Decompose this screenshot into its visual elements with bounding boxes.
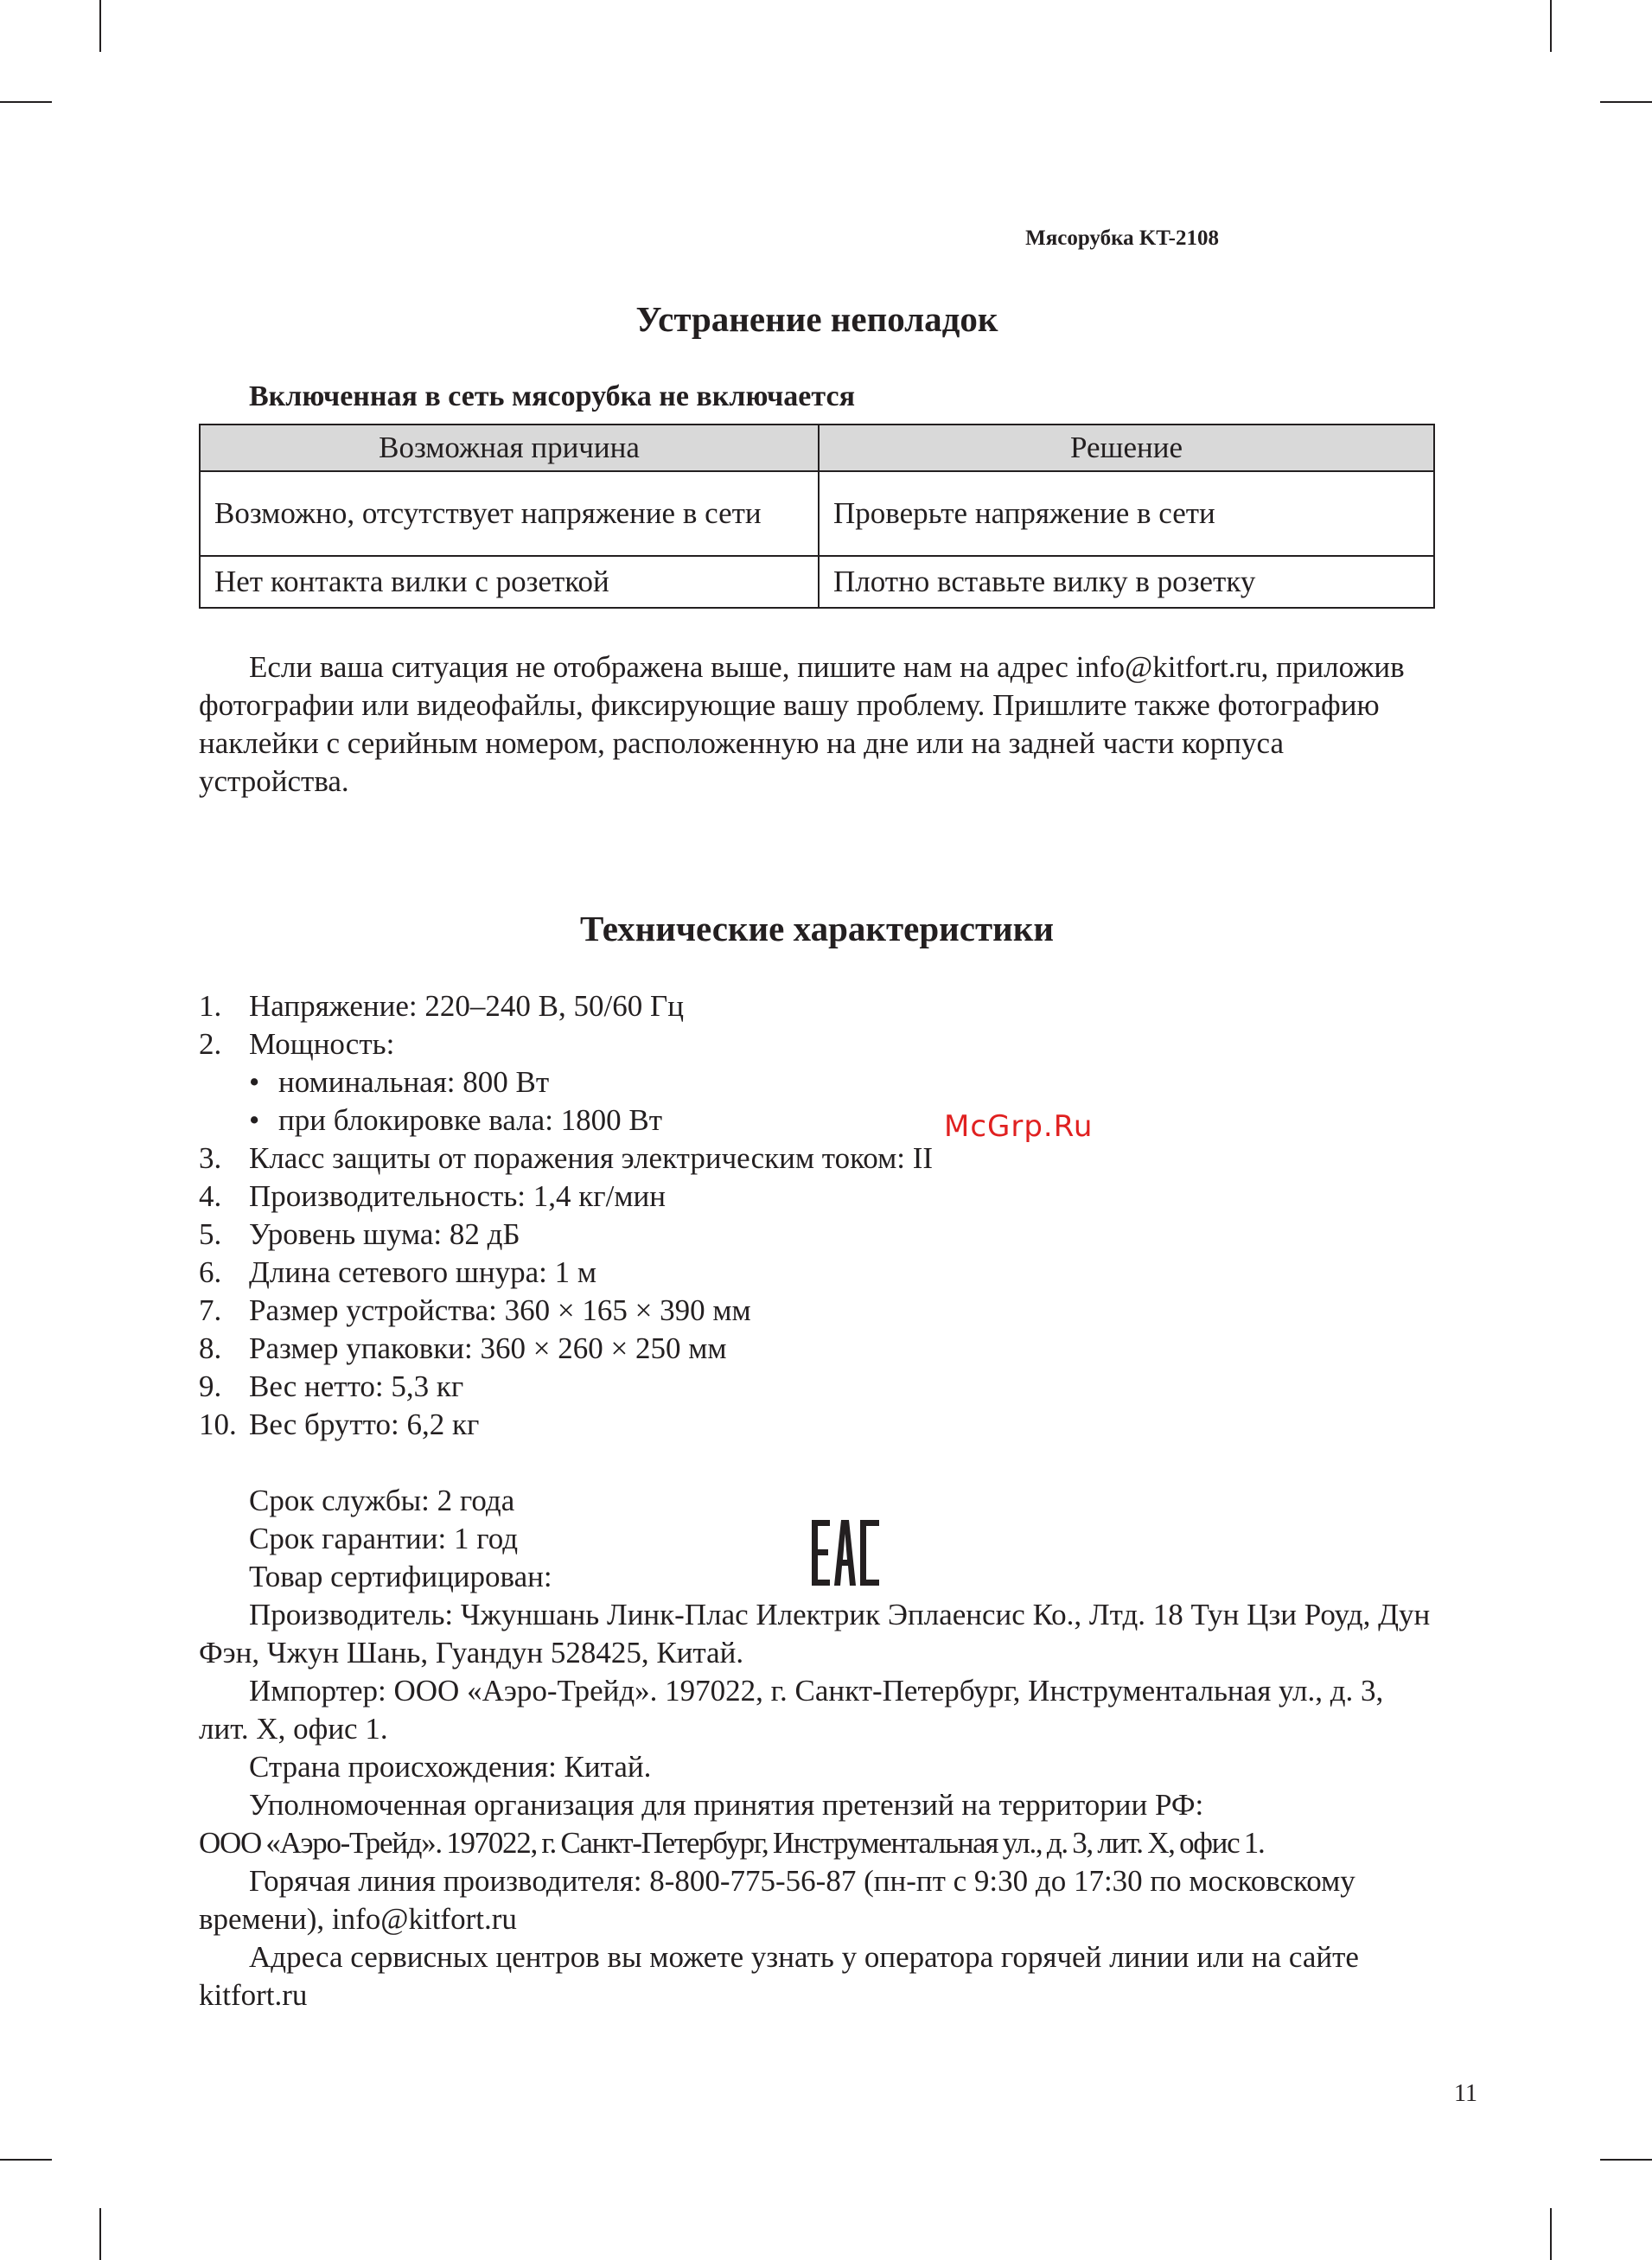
list-item: 1. Напряжение: 220–240 В, 50/60 Гц	[199, 989, 684, 1023]
list-item: 7. Размер устройства: 360 × 165 × 390 мм	[199, 1293, 751, 1327]
certified-label: Товар сертифицирован:	[249, 1560, 552, 1593]
crop-mark	[1600, 101, 1652, 103]
list-item: 5. Уровень шума: 82 дБ	[199, 1217, 520, 1251]
sub-list-item: • при блокировке вала: 1800 Вт	[249, 1101, 1435, 1140]
list-item: 9. Вес нетто: 5,3 кг	[199, 1369, 464, 1403]
column-header-solution: Решение	[819, 425, 1434, 471]
eac-certification-icon	[811, 1518, 880, 1587]
solution-cell: Плотно вставьте вилку в розетку	[819, 556, 1434, 608]
crop-mark	[1550, 2208, 1552, 2260]
table-header-row	[200, 425, 1434, 471]
importer: Импортер: ООО «Аэро-Трейд». 197022, г. Санкт-Петербург, Инструментальная ул., д. 3, лит. Х, офис 1.	[199, 1674, 1384, 1746]
manufacturer: Производитель: Чжуншань Линк-Плас Илектрик Эплаенсис Ко., Лтд. 18 Тун Цзи Роуд, Дун Фэн, Чжун Шань, Гуандун 528425, Китай.	[199, 1598, 1431, 1669]
list-item: 2. Мощность: • номинальная: 800 Вт • при блокировке вала: 1800 Вт	[199, 1025, 1435, 1140]
table-row	[200, 556, 1434, 608]
specs-title: Технические характеристики	[580, 909, 1054, 948]
service-centers: Адреса сервисных центров вы можете узнать у оператора горячей линии или на сайте kitfort.ru	[199, 1940, 1359, 2012]
service-life: Срок службы: 2 года	[249, 1484, 515, 1517]
list-item: 6. Длина сетевого шнура: 1 м	[199, 1255, 597, 1289]
list-item: 3. Класс защиты от поражения электрическим током: II	[199, 1141, 934, 1175]
solution-cell: Проверьте напряжение в сети	[819, 471, 1434, 556]
column-header-cause: Возможная причина	[200, 425, 819, 471]
crop-mark	[0, 101, 52, 103]
page-number: 11	[1454, 2080, 1477, 2107]
country-of-origin: Страна происхождения: Китай.	[249, 1750, 652, 1784]
contact-paragraph: Если ваша ситуация не отображена выше, пишите нам на адрес info@kitfort.ru, приложив фотографии или видеофайлы, фиксирующие вашу проблему. Пришлите также фотографию наклейки с серийным номером, расположенную на дне или на задней части корпуса устройства.	[199, 650, 1405, 798]
list-item: 8. Размер упаковки: 360 × 260 × 250 мм	[199, 1331, 727, 1365]
warranty: Срок гарантии: 1 год	[249, 1522, 519, 1555]
sub-list-item: • номинальная: 800 Вт	[249, 1063, 1435, 1101]
power-sublist	[249, 1063, 1435, 1140]
list-item: 10. Вес брутто: 6,2 кг	[199, 1408, 480, 1441]
troubleshooting-subheading: Включенная в сеть мясорубка не включается	[249, 380, 856, 412]
crop-mark	[1550, 0, 1552, 52]
crop-mark	[99, 0, 101, 52]
hotline: Горячая линия производителя: 8-800-775-56-87 (пн-пт с 9:30 до 17:30 по московскому времени), info@kitfort.ru	[199, 1864, 1355, 1936]
cause-cell: Нет контакта вилки с розеткой	[200, 556, 819, 608]
authorized-org: ООО «Аэро-Трейд». 197022, г. Санкт-Петербург, Инструментальная ул., д. 3, лит. Х, офис 1.	[199, 1826, 1265, 1860]
list-item: 4. Производительность: 1,4 кг/мин	[199, 1179, 666, 1213]
watermark: McGrp.Ru	[944, 1109, 1094, 1144]
crop-mark	[0, 2159, 52, 2161]
troubleshooting-title: Устранение неполадок	[635, 299, 998, 339]
cause-cell: Возможно, отсутствует напряжение в сети	[200, 471, 819, 556]
crop-mark	[1600, 2159, 1652, 2161]
crop-mark	[99, 2208, 101, 2260]
specs-list	[199, 987, 1435, 1444]
table-row	[200, 471, 1434, 556]
authorized-org-label: Уполномоченная организация для принятия претензий на территории РФ:	[249, 1788, 1204, 1822]
running-title: Мясорубка KT-2108	[1025, 227, 1219, 250]
troubleshooting-table	[199, 424, 1435, 609]
